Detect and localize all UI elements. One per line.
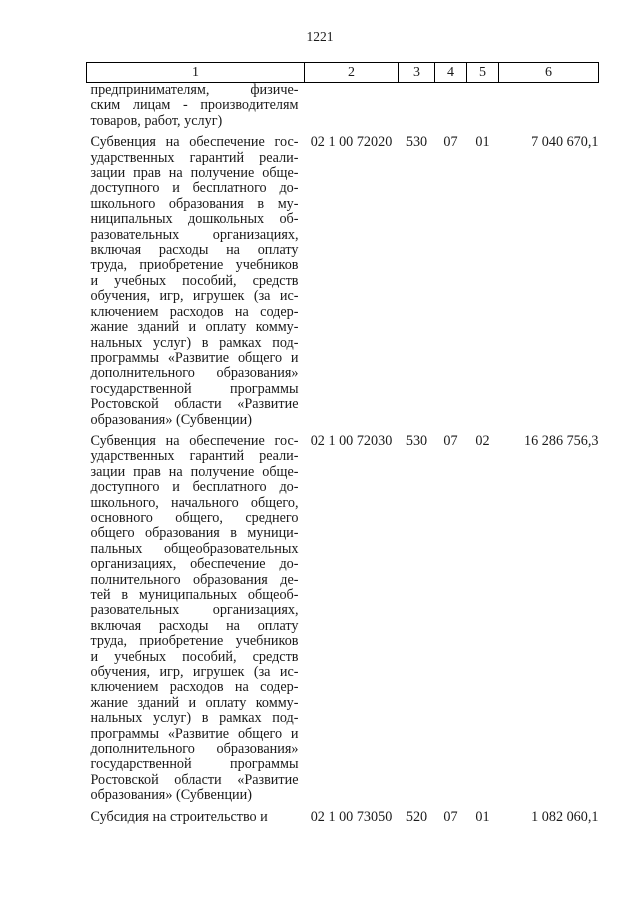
row-subsection: 01 xyxy=(475,134,490,151)
row-amount: 16 286 756,3 xyxy=(524,432,599,449)
budget-table xyxy=(86,62,599,830)
row-name-line: и учебных пособий, средств xyxy=(90,272,299,289)
table-row xyxy=(87,433,599,809)
row-name-line: разовательных организациях, xyxy=(90,602,299,619)
row-subsection: 02 xyxy=(475,432,490,449)
row-name-line: образования» (Субвенции) xyxy=(90,411,252,428)
row-target-code xyxy=(305,83,399,135)
row-name-line: ским лицам - производителям xyxy=(90,97,299,114)
row-target-code: 02 1 00 73050 xyxy=(310,808,393,825)
row-name-line: доступного и бесплатного до- xyxy=(90,180,299,197)
row-name-line: включая расходы на оплату xyxy=(90,617,299,634)
row-expense-type: 530 xyxy=(405,432,428,449)
row-name-line: труда, приобретение учебников xyxy=(90,257,299,274)
row-name-line: основного общего, среднего xyxy=(90,509,299,526)
row-amount: 7 040 670,1 xyxy=(531,134,599,151)
row-section: 07 xyxy=(443,134,458,151)
row-name-line: предпринимателям, физиче- xyxy=(90,82,299,98)
row-name-line: Ростовской области «Развитие xyxy=(90,396,299,413)
row-name-line: дополнительного образования» xyxy=(90,365,299,382)
row-name-line: жание зданий и оплату комму- xyxy=(90,319,299,336)
row-name-line: тей в муниципальных общеоб- xyxy=(90,587,299,603)
row-name-cell xyxy=(87,83,305,135)
row-name-line: организациях, обеспечение до- xyxy=(90,556,299,573)
row-section xyxy=(435,83,467,135)
row-name-line: Субвенция на обеспечение гос- xyxy=(90,432,299,449)
header-col-4: 4 xyxy=(435,63,467,83)
table-header xyxy=(87,63,599,83)
row-name-line: государственной программы xyxy=(90,756,299,773)
row-name-line: обучения, игр, игрушек (за ис- xyxy=(90,288,299,305)
page-number: 1221 xyxy=(306,29,334,44)
row-name-line: школьного, начального общего, xyxy=(90,494,299,511)
header-col-5: 5 xyxy=(467,63,499,83)
row-name-line: программы «Развитие общего и xyxy=(90,725,299,742)
table-row xyxy=(87,809,599,830)
row-name-line: включая расходы на оплату xyxy=(90,242,299,259)
row-expense-type: 520 xyxy=(405,808,428,825)
row-name-line: нальных услуг) в рамках под- xyxy=(90,710,299,727)
row-target-code: 02 1 00 72020 xyxy=(310,134,393,151)
row-name-line: жание зданий и оплату комму- xyxy=(90,694,299,711)
row-name-line: пальных общеобразовательных xyxy=(90,540,299,557)
row-name-line: Субсидия на строительство и xyxy=(90,808,268,825)
row-name-cell xyxy=(87,134,305,433)
row-name-cell xyxy=(87,809,305,830)
row-name-line: Субвенция на обеспечение гос- xyxy=(90,134,299,151)
row-section: 07 xyxy=(443,808,458,825)
row-expense-type: 530 xyxy=(405,134,428,151)
row-subsection: 01 xyxy=(475,808,490,825)
row-name-line: дополнительного образования» xyxy=(90,741,299,758)
header-row xyxy=(87,63,599,83)
row-section: 07 xyxy=(443,432,458,449)
row-name-cell xyxy=(87,433,305,809)
row-name-line: школьного образования в му- xyxy=(90,195,299,212)
row-name-line: труда, приобретение учебников xyxy=(90,633,299,650)
header-col-3: 3 xyxy=(399,63,435,83)
row-name-line: и учебных пособий, средств xyxy=(90,648,299,665)
row-name-line: ключением расходов на содер- xyxy=(90,303,299,320)
row-name-line: образования» (Субвенции) xyxy=(90,787,252,804)
row-name-line: зации прав на получение обще- xyxy=(90,165,299,182)
row-name-line: ударственных гарантий реали- xyxy=(90,448,299,465)
row-name-line: общего образования в муници- xyxy=(90,525,299,542)
row-name-line: обучения, игр, игрушек (за ис- xyxy=(90,664,299,681)
header-col-1: 1 xyxy=(87,63,305,83)
table-body xyxy=(87,83,599,831)
table-row xyxy=(87,83,599,135)
row-name-line: товаров, работ, услуг) xyxy=(90,112,223,129)
header-col-6: 6 xyxy=(499,63,599,83)
row-amount: 1 082 060,1 xyxy=(531,808,599,825)
row-name-line: государственной программы xyxy=(90,380,299,397)
row-name-line: зации прав на получение обще- xyxy=(90,463,299,480)
row-name-line: ниципальных дошкольных об- xyxy=(90,211,299,228)
row-name-line: нальных услуг) в рамках под- xyxy=(90,334,299,351)
row-subsection xyxy=(467,83,499,135)
row-name-line: Ростовской области «Развитие xyxy=(90,771,299,788)
row-name-line: разовательных организациях, xyxy=(90,226,299,243)
row-name-line: доступного и бесплатного до- xyxy=(90,479,299,496)
row-name-line: полнительного образования де- xyxy=(90,571,299,588)
row-name-line: ударственных гарантий реали- xyxy=(90,149,299,166)
row-expense-type xyxy=(399,83,435,135)
row-target-code: 02 1 00 72030 xyxy=(310,432,393,449)
row-name-line: ключением расходов на содер- xyxy=(90,679,299,696)
header-col-2: 2 xyxy=(305,63,399,83)
row-name-line: программы «Развитие общего и xyxy=(90,349,299,366)
row-amount xyxy=(499,83,599,135)
table-row xyxy=(87,134,599,433)
